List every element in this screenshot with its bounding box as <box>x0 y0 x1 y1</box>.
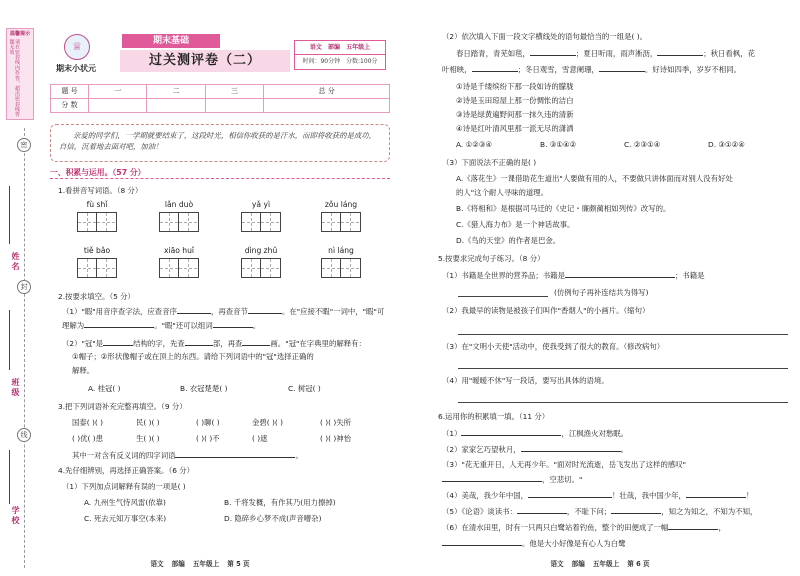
pinyin-text: xiāo huǐ <box>163 246 195 255</box>
exam-header <box>50 30 390 80</box>
answer-blank[interactable] <box>177 306 211 314</box>
q2-1-text: 。 <box>252 321 261 330</box>
intro-message: 亲爱的同学们，一学期就要结束了，这段时光，相信你收获的是汗水，而即将收获的是成功，自信，沉着地去面对吧，加油！ <box>50 124 390 162</box>
answer-blank[interactable] <box>521 444 621 452</box>
q3-row-3 <box>72 450 392 461</box>
q4-option-a[interactable]: A. 九州生气恃风雷(依靠) <box>84 498 166 507</box>
question-6-4 <box>442 490 792 501</box>
question-2: 2.按要求填空。（5 分） <box>58 292 135 301</box>
score-table-cell: 分 数 <box>51 99 89 113</box>
q2-option-c[interactable]: C. 树冠( ) <box>288 384 321 393</box>
writing-box[interactable] <box>241 258 261 278</box>
seal-circle-2: 封 <box>17 280 31 294</box>
score-label: 分数:100分 <box>346 58 378 65</box>
idiom-blank[interactable]: 国泰( )( ) <box>72 418 104 427</box>
q4-option-c[interactable]: C. 死去元知万事空(本来) <box>84 514 167 523</box>
question-6-6-cont <box>442 538 792 549</box>
pinyin-text: yǎ yì <box>251 200 271 209</box>
question-1: 1.看拼音写词语。（8 分） <box>58 186 143 195</box>
footer-text: 五年级上 <box>192 559 220 568</box>
question-5-4: （4）用"暧暧不休"写一段话，要写出具体的语境。 <box>442 376 609 385</box>
score-table <box>50 84 390 113</box>
pinyin-text: fù shǐ <box>86 200 108 209</box>
writing-box[interactable] <box>241 212 261 232</box>
idiom-blank[interactable]: ( )( )神怡 <box>320 434 352 443</box>
pinyin-item[interactable] <box>154 200 204 232</box>
pinyin-item[interactable] <box>154 246 204 278</box>
answer-blank[interactable] <box>248 306 282 314</box>
page-footer <box>0 560 400 568</box>
q2-2-text: 画。"冠"在字典里的解释有： <box>270 339 366 348</box>
writing-box[interactable] <box>97 258 117 278</box>
idiom-blank[interactable]: ( )( )不 <box>196 434 220 443</box>
brand-logo <box>64 34 90 60</box>
writing-box[interactable] <box>321 212 341 232</box>
answer-blank[interactable] <box>242 338 270 346</box>
answer-line[interactable] <box>458 402 788 403</box>
writing-box[interactable] <box>261 212 281 232</box>
pinyin-item[interactable] <box>316 246 366 278</box>
passage-text: ；冬日观雪，雪意阑珊， <box>517 65 599 74</box>
q6-text: ，江枫渔火对愁眠。 <box>561 429 629 438</box>
q3-text: 其中一对含有反义词的四字词语 <box>72 451 176 460</box>
writing-box[interactable] <box>341 212 361 232</box>
pinyin-text: tiě bǎo <box>83 246 111 255</box>
school-label: 学校 <box>11 506 20 526</box>
edition-label: 部编 <box>327 44 340 51</box>
score-table-cell: 三 <box>205 85 263 99</box>
question-2-2-cont: ①帽子；②形状像帽子或在顶上的东西。请给下列词语中的"冠"选择正确的 <box>72 352 314 361</box>
question-2-2-cont2: 解释。 <box>72 366 95 375</box>
q2-1-text: 理解为 <box>62 321 85 330</box>
idiom-blank[interactable]: ( )聊( ) <box>196 418 220 427</box>
idiom-blank[interactable]: ( )优( )患 <box>72 434 104 443</box>
writing-box[interactable] <box>179 212 199 232</box>
answer-blank[interactable] <box>530 48 576 56</box>
pinyin-row-1 <box>72 200 372 238</box>
question-2-1 <box>62 306 392 317</box>
answer-blank[interactable] <box>213 320 253 328</box>
answer-blank[interactable] <box>686 490 746 498</box>
question-6-1 <box>442 428 792 439</box>
answer-blank[interactable] <box>185 338 213 346</box>
score-input-cell[interactable] <box>205 99 263 113</box>
question-6: 6.运用你的积累填一填。（11 分） <box>438 412 550 421</box>
q4-3-option-a[interactable]: A.《落花生》一课借助花生道出"人要做有用的人，不要做只讲体面而对别人没有好处 <box>456 174 733 183</box>
writing-box[interactable] <box>341 258 361 278</box>
q2-2-text: （2）"冠"是 <box>62 339 104 348</box>
question-5-1 <box>442 270 792 281</box>
score-input-cell[interactable] <box>89 99 147 113</box>
writing-box[interactable] <box>77 212 97 232</box>
seal-circle-1: 密 <box>17 138 31 152</box>
q4-2-option-a[interactable]: A. ①②③④ <box>456 140 493 149</box>
q4-2-option-d[interactable]: D. ③①②④ <box>708 140 745 149</box>
score-table-cell: 题 号 <box>51 85 89 99</box>
question-5-3: （3）在"文明小天使"活动中，使我受到了很大的教育。（修改病句） <box>442 342 665 351</box>
passage-text: ；夏日听雨，雨声淅沥， <box>575 49 658 58</box>
binding-sidebar <box>0 0 40 576</box>
question-6-3: （3）"花无重开日，人无再少年。"面对时光流逝，岳飞发出了这样的感叹" <box>442 460 687 469</box>
exam-title: 过关测评卷（二） <box>148 53 261 68</box>
answer-blank[interactable] <box>599 64 645 72</box>
answer-line[interactable] <box>458 334 788 335</box>
q2-2-text: 结构的字，先查 <box>133 339 185 348</box>
q6-text: 。他是大小好像是有心人为白鹭 <box>522 539 626 548</box>
title-box <box>120 50 290 72</box>
page-footer <box>400 560 800 568</box>
q4-option-d[interactable]: D. 隐碎乡心梦不成(声音嘈杂) <box>224 514 322 523</box>
footer-text: 语文 <box>550 559 564 568</box>
answer-blank[interactable] <box>175 450 295 458</box>
subject-label: 语文 <box>309 44 322 51</box>
pinyin-text: nì láng <box>328 246 354 255</box>
answer-blank[interactable] <box>103 338 133 346</box>
footer-text: 部编 <box>571 559 585 568</box>
q6-text: （1） <box>442 429 462 438</box>
right-page <box>400 0 800 576</box>
answer-blank[interactable] <box>657 48 703 56</box>
score-input-cell[interactable] <box>147 99 205 113</box>
answer-line[interactable] <box>458 296 548 297</box>
pinyin-item[interactable] <box>236 200 286 232</box>
question-2-2 <box>62 338 392 349</box>
name-line <box>9 186 10 244</box>
q6-text: ，不耻下问； <box>566 507 612 516</box>
q6-text: 。 <box>620 445 629 454</box>
idiom-blank[interactable]: 金碧( )( ) <box>252 418 284 427</box>
writing-box[interactable] <box>179 258 199 278</box>
writing-box[interactable] <box>77 258 97 278</box>
score-input-cell[interactable] <box>264 99 390 113</box>
pinyin-row-2 <box>72 246 372 284</box>
question-6-3-cont <box>442 474 792 485</box>
q4-3-option-a-cont: 的人"这个耐人寻味的道理。 <box>456 188 549 197</box>
q4-3-option-b[interactable]: B.《将相和》是根据司马迁的《史记・廉颇蔺相如列传》改写的。 <box>456 204 671 213</box>
question-4: 4.先仔细辨别，再选择正确答案。（6 分） <box>58 466 195 475</box>
question-3: 3.把下列词语补充完整再填空。（9 分） <box>58 402 187 411</box>
writing-box[interactable] <box>321 258 341 278</box>
score-table-score-row <box>51 99 390 113</box>
answer-blank[interactable] <box>442 538 522 546</box>
q2-option-a[interactable]: A. 桂冠( ) <box>88 384 121 393</box>
footer-text: 语文 <box>150 559 164 568</box>
answer-blank[interactable] <box>668 522 718 530</box>
writing-box[interactable] <box>261 258 281 278</box>
q4-2-item-1: ①诗是千缕缤纷下那一段如诗的朦胧 <box>456 82 574 91</box>
grade-label: 五年级上 <box>346 44 371 51</box>
passage-text: 叶相映， <box>442 65 472 74</box>
score-table-cell: 一 <box>89 85 147 99</box>
sidebar-note-title: 温馨提示 <box>9 31 30 37</box>
score-table-cell: 二 <box>147 85 205 99</box>
q2-option-b[interactable]: B. 衣冠楚楚( ) <box>180 384 228 393</box>
idiom-blank[interactable]: 生( )( ) <box>136 434 160 443</box>
answer-blank[interactable] <box>565 270 675 278</box>
question-5: 5.按要求完成句子练习。（8 分） <box>438 254 545 263</box>
pinyin-text: zǒu láng <box>324 200 358 209</box>
sidebar-note <box>6 28 34 120</box>
answer-blank[interactable] <box>84 320 154 328</box>
q5-text: ；书籍是 <box>674 271 705 280</box>
q3-text: 。 <box>295 451 303 460</box>
footer-text: 部编 <box>171 559 185 568</box>
exam-info-top <box>295 41 385 55</box>
school-line <box>9 450 10 504</box>
pinyin-text: lǎn duò <box>164 200 194 209</box>
idiom-blank[interactable]: ( )遮 <box>252 434 268 443</box>
page-number: 第 5 页 <box>227 559 250 568</box>
answer-blank[interactable] <box>442 474 542 482</box>
q6-text: ！ <box>745 491 754 500</box>
q4-2-item-3: ③诗是绿黄遍野间那一抹久违的清新 <box>456 110 574 119</box>
brand-name: 期末小状元 <box>56 64 96 73</box>
score-table-cell: 总 分 <box>264 85 390 99</box>
question-6-5 <box>442 506 792 517</box>
answer-blank[interactable] <box>611 506 661 514</box>
answer-blank[interactable] <box>528 490 612 498</box>
q4-2-option-c[interactable]: C. ②③①④ <box>624 140 661 149</box>
footer-text: 五年级上 <box>592 559 620 568</box>
question-4-2: （2）依次填入下面一段文字横线处的语句最恰当的一组是( )。 <box>442 32 647 41</box>
idiom-blank[interactable]: 民( )( ) <box>136 418 160 427</box>
q4-2-option-b[interactable]: B. ③①④② <box>540 140 577 149</box>
seal-line <box>24 128 25 568</box>
writing-box[interactable] <box>159 212 179 232</box>
writing-box[interactable] <box>97 212 117 232</box>
seal-circle-3: 线 <box>17 428 31 442</box>
pinyin-item[interactable] <box>316 200 366 232</box>
writing-box[interactable] <box>159 258 179 278</box>
trophy-icon: ♕ <box>72 40 82 53</box>
exam-info-box <box>294 40 386 70</box>
section-title: 一、积累与运用。（57 分） <box>50 168 146 177</box>
question-2-1-cont <box>62 320 392 331</box>
question-6-2 <box>442 444 792 455</box>
time-label: 时间：90分钟 <box>302 58 341 65</box>
q2-1-text: （1）"暇"用音序查字法，应查音序 <box>62 307 177 316</box>
q4-2-passage-2 <box>442 64 792 75</box>
category-ribbon: 期末基础 <box>122 34 220 48</box>
idiom-blank[interactable]: ( )( )失所 <box>320 418 352 427</box>
q6-text: ，知之为知之，不知为不知， <box>661 507 758 516</box>
section-divider <box>50 178 390 179</box>
page-number: 第 6 页 <box>627 559 650 568</box>
passage-text: 春日踏青，青芜如毯， <box>456 49 530 58</box>
pinyin-item[interactable] <box>72 200 122 232</box>
q4-3-option-d[interactable]: D.《鸟的天堂》的作者是巴金。 <box>456 236 561 245</box>
class-label: 班级 <box>11 378 20 398</box>
q2-1-text: 。"暇"还可以组词 <box>154 321 213 330</box>
q2-1-text: 。在"应接不暇"一词中，"暇"可 <box>281 307 385 316</box>
answer-blank[interactable] <box>461 428 561 436</box>
pinyin-item[interactable] <box>72 246 122 278</box>
q5-text: （1）书籍是全世界的营养品；书籍是 <box>442 271 565 280</box>
question-4-3: （3）下面说法不正确的是( ) <box>442 158 537 167</box>
answer-blank[interactable] <box>472 64 518 72</box>
q6-text: （6）在清水田里，时有一只两只白鹭站着钓鱼，整个的田便成了一幅 <box>442 523 669 532</box>
pinyin-text: dìng zhǔ <box>244 246 278 255</box>
q6-text: ！壮哉，我中国少年， <box>612 491 686 500</box>
q6-text: （2）家家乞巧望秋月， <box>442 445 521 454</box>
q6-text: ，空悲切。" <box>542 475 583 484</box>
q6-text: （5）《论语》谈读书： <box>442 507 517 516</box>
q2-2-text: 部，再查 <box>212 339 243 348</box>
pinyin-item[interactable] <box>236 246 286 278</box>
q6-text: ， <box>718 523 726 532</box>
name-label: 姓名 <box>11 252 20 272</box>
answer-blank[interactable] <box>517 506 567 514</box>
q4-2-item-2: ②诗是玉田琼屋上那一份惆怅的洁白 <box>456 96 574 105</box>
q4-option-b[interactable]: B. 千将发概，有作其乃(用力擦掉) <box>224 498 336 507</box>
q4-2-item-4: ④诗是红叶清风里那一派无尽的潇洒 <box>456 124 574 133</box>
score-table-header-row <box>51 85 390 99</box>
question-4-1: （1）下列加点词解释有误的一项是( ) <box>62 482 186 491</box>
class-line <box>9 310 10 370</box>
exam-info-bottom <box>295 55 385 69</box>
q4-3-option-c[interactable]: C.《猎人海力布》是一个神话故事。 <box>456 220 575 229</box>
q6-text: （4）美哉，我少年中国， <box>442 491 529 500</box>
q5-1-hint: (仿例句子再补连结共为得写) <box>554 288 649 297</box>
answer-line[interactable] <box>458 368 788 369</box>
q2-1-text: ，再查音节 <box>210 307 248 316</box>
passage-text: ；秋日看枫，花 <box>703 49 755 58</box>
question-5-2: （2）我最早的读物是被孩子们叫作"香烟人"的小画片。（缩句） <box>442 306 650 315</box>
question-6-6 <box>442 522 792 533</box>
passage-text: 。好诗如四季，岁岁不相同。 <box>644 65 741 74</box>
q4-2-passage-1 <box>456 48 796 59</box>
sidebar-note-text: 请在密封线内作答，超出密封线答题无效 <box>8 39 20 118</box>
